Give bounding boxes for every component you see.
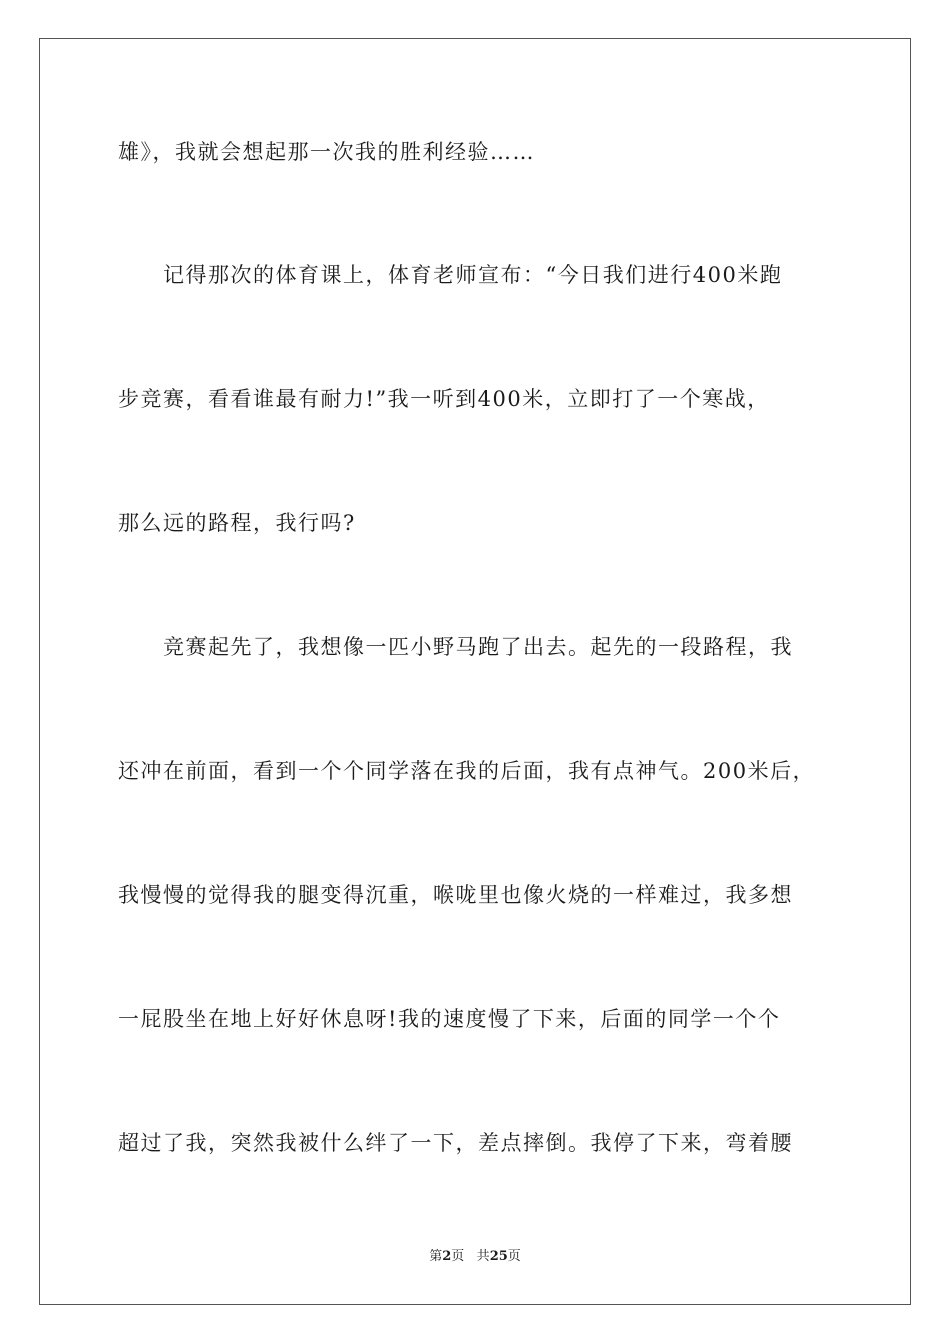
page-border [39, 38, 911, 1305]
total-pages: 25 [489, 1249, 508, 1264]
text-line-5: 竞赛起先了，我想像一匹小野马跑了出去。起先的一段路程，我 [118, 635, 793, 659]
page-footer [0, 1248, 950, 1266]
page-number: 2 [442, 1249, 452, 1264]
page-suffix: 页 [451, 1249, 465, 1264]
text-line-8: 一屁股坐在地上好好休息呀!我的速度慢了下来，后面的同学一个个 [118, 1007, 781, 1031]
text-line-2: 记得那次的体育课上，体育老师宣布：“今日我们进行400米跑 [118, 263, 783, 287]
text-line-6: 还冲在前面，看到一个个同学落在我的后面，我有点神气。200米后， [118, 759, 816, 783]
text-line-9: 超过了我，突然我被什么绊了一下，差点摔倒。我停了下来，弯着腰 [118, 1131, 793, 1155]
text-line-3: 步竞赛，看看谁最有耐力!”我一听到400米，立即打了一个寒战， [118, 387, 770, 411]
total-suffix: 页 [507, 1249, 521, 1264]
text-line-7: 我慢慢的觉得我的腿变得沉重，喉咙里也像火烧的一样难过，我多想 [118, 883, 793, 907]
page-prefix: 第 [429, 1249, 443, 1264]
text-line-4: 那么远的路程，我行吗? [118, 511, 356, 535]
text-line-1: 雄》，我就会想起那一次我的胜利经验…… [118, 140, 535, 164]
total-prefix: 共 [476, 1249, 490, 1264]
